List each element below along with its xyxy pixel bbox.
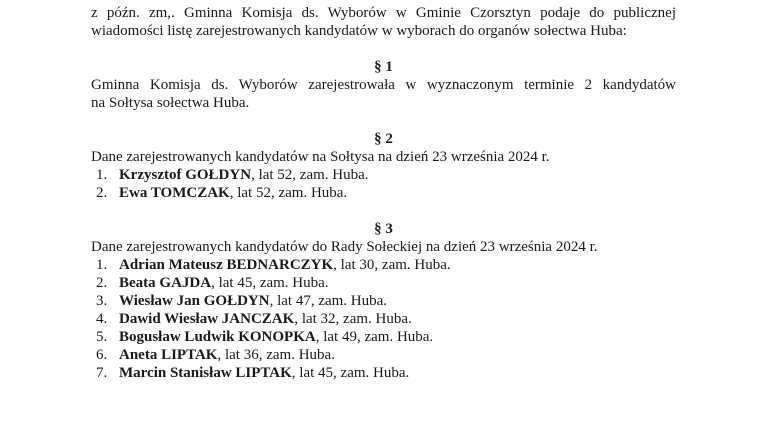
candidate-name: Krzysztof GOŁDYN xyxy=(119,167,252,183)
list-number: 5. xyxy=(96,329,108,345)
section-3-heading: § 3 xyxy=(374,221,393,237)
soltys-candidate-list xyxy=(91,166,676,202)
candidate-details: , lat 45, zam. Huba. xyxy=(291,365,410,381)
list-number: 7. xyxy=(96,365,108,381)
section-1-text-line-1: Gminna Komisja ds. Wyborów zarejestrowała w wyznaczonym terminie 2 kandydatów xyxy=(91,77,676,93)
list-number: 2. xyxy=(96,275,108,291)
candidate-name: Ewa TOMCZAK xyxy=(119,185,230,201)
list-number: 2. xyxy=(96,185,108,201)
list-number: 1. xyxy=(96,257,108,273)
section-2-heading: § 2 xyxy=(374,131,393,147)
candidate-name: Wiesław Jan GOŁDYN xyxy=(119,293,270,309)
candidate-name: Adrian Mateusz BEDNARCZYK xyxy=(119,257,334,273)
list-item xyxy=(91,274,676,292)
candidate-name: Marcin Stanisław LIPTAK xyxy=(119,365,292,381)
list-number: 1. xyxy=(96,167,108,183)
rada-candidate-list xyxy=(91,256,676,382)
list-item xyxy=(91,364,676,382)
section-3-text: Dane zarejestrowanych kandydatów do Rady Sołeckiej na dzień 23 września 2024 r. xyxy=(91,239,598,255)
candidate-name: Dawid Wiesław JANCZAK xyxy=(119,311,295,327)
list-number: 6. xyxy=(96,347,108,363)
list-number: 4. xyxy=(96,311,108,327)
candidate-details: , lat 52, zam. Huba. xyxy=(251,167,369,183)
document-page xyxy=(91,0,676,382)
candidate-details: , lat 32, zam. Huba. xyxy=(294,311,412,327)
list-item xyxy=(91,292,676,310)
intro-line-2: wiadomości listę zarejestrowanych kandydatów w wyborach do organów sołectwa Huba: xyxy=(91,23,627,39)
candidate-name: Bogusław Ludwik KONOPKA xyxy=(119,329,316,345)
section-1-heading: § 1 xyxy=(374,59,393,75)
candidate-details: , lat 47, zam. Huba. xyxy=(269,293,388,309)
list-item xyxy=(91,310,676,328)
list-item xyxy=(91,166,676,184)
candidate-details: , lat 52, zam. Huba. xyxy=(229,185,348,201)
section-2-text: Dane zarejestrowanych kandydatów na Sołtysa na dzień 23 września 2024 r. xyxy=(91,149,550,165)
candidate-name: Aneta LIPTAK xyxy=(119,347,218,363)
list-number: 3. xyxy=(96,293,108,309)
intro-line-1: z późn. zm,. Gminna Komisja ds. Wyborów w Gminie Czorsztyn podaje do publicznej xyxy=(91,5,676,21)
candidate-name: Beata GAJDA xyxy=(119,275,212,291)
section-1-text-line-2: na Sołtysa sołectwa Huba. xyxy=(91,95,250,111)
candidate-details: , lat 45, zam. Huba. xyxy=(211,275,329,291)
list-item xyxy=(91,328,676,346)
candidate-details: , lat 36, zam. Huba. xyxy=(217,347,335,363)
list-item xyxy=(91,346,676,364)
list-item xyxy=(91,256,676,274)
candidate-details: , lat 30, zam. Huba. xyxy=(333,257,451,273)
list-item xyxy=(91,184,676,202)
candidate-details: , lat 49, zam. Huba. xyxy=(315,329,434,345)
